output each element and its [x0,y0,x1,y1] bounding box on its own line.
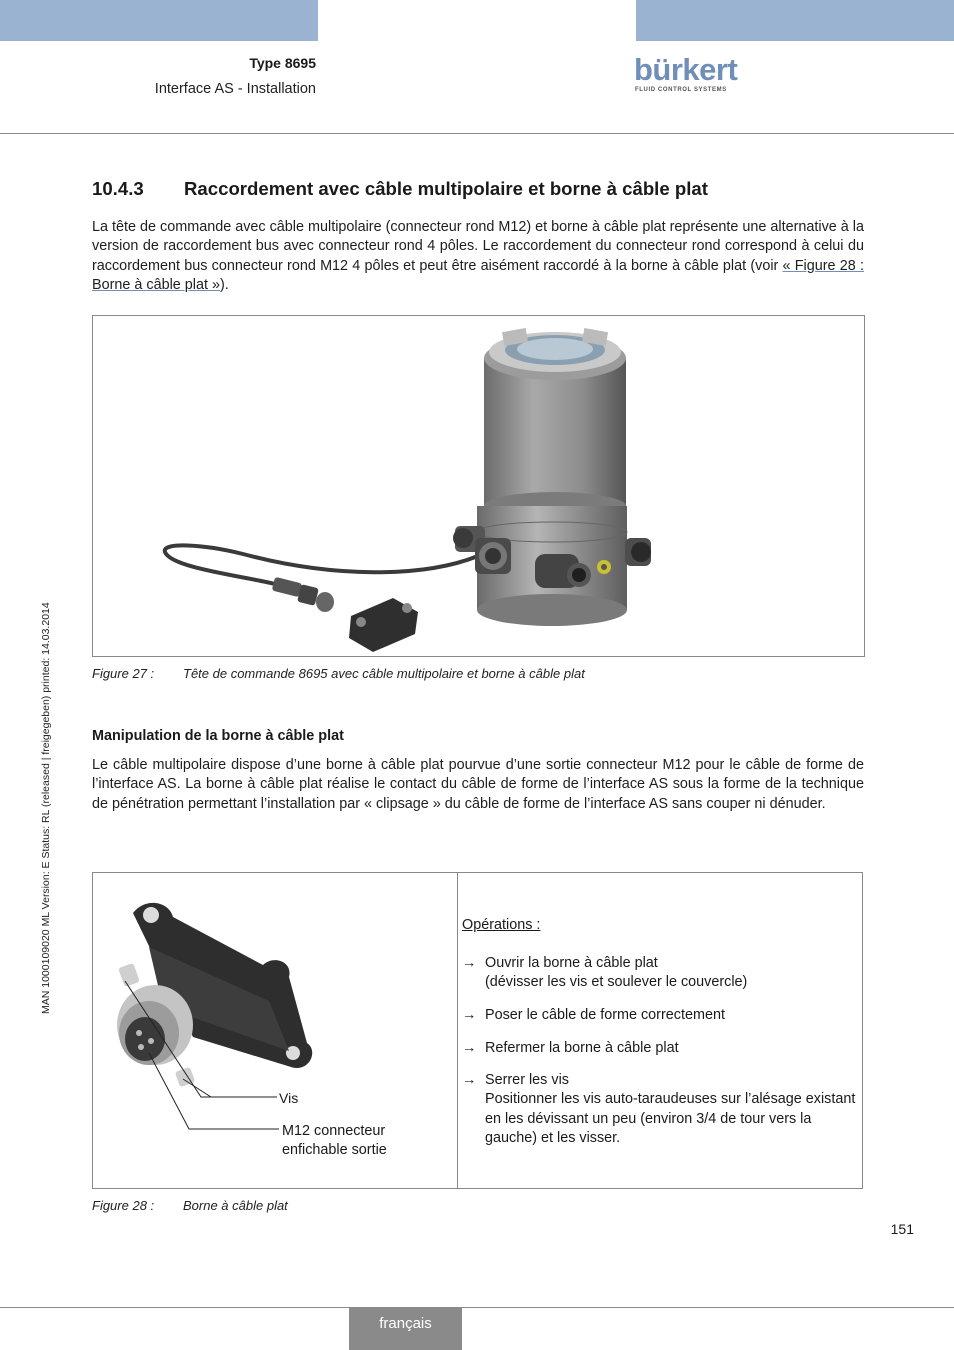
header-accent-bar-right [636,0,954,41]
figure-28-table [92,872,863,1189]
label-m12-connector: M12 connecteur enfichable sortie [282,1123,387,1158]
page-number: 151 [890,1221,914,1237]
subsection-heading: Manipulation de la borne à câble plat [92,728,344,744]
operation-step: Poser le câble de forme correctement [485,1007,725,1023]
operations-title: Opérations : [462,917,541,933]
logo-tagline: FLUID CONTROL SYSTEMS [635,87,727,93]
language-tab: français [349,1307,462,1350]
arrow-right-icon: → [462,1007,477,1023]
operation-step: Ouvrir la borne à câble plat [485,955,658,971]
figure-27-image [92,315,865,657]
figure-28-cross-reference-link[interactable]: « Figure 28 : Borne à câble plat » [92,257,865,294]
section-number: 10.4.3 [92,178,144,199]
control-head-housing-icon [453,328,651,626]
footer-divider [0,1307,954,1308]
m12-leader-line [149,1053,279,1129]
figure-28-caption [92,1198,288,1213]
header-accent-bar-left [0,0,318,41]
figure-27-label: Figure 27 : [92,666,155,681]
header-divider [0,133,954,134]
table-column-divider [457,873,458,1188]
arrow-right-icon: → [462,1040,477,1056]
subsection-paragraph: Le câble multipolaire dispose d’une borne à câble plat pourvue d’une sortie connecteur M12 pour le câble de forme de l’interface AS. La borne à câble plat réalise le contact du câble de forme de l’interface AS sous la forme de la technique de pénétration permettant l’installation par « clipsage » du câble de forme de l’interface AS sans couper ni dénuder. [92,757,864,812]
flat-cable-terminal-photo-icon [117,903,312,1087]
figure-28-caption-text: Borne à câble plat [183,1198,288,1213]
label-vis: Vis [279,1090,299,1106]
operations-panel [462,916,862,1147]
header-type-label: Type 8695 [249,55,316,71]
intro-text-before: La tête de commande avec câble multipolaire (connecteur rond M12) et borne à câble plat représente une alternative à la version de raccordement bus avec connecteur rond 4 pôles. Le raccordement du connecteur rond correspond à celui du raccordement bus connecteur rond M12 4 pôles et peut être aisément raccordé à la borne à câble plat (voir [92,219,864,274]
figure-27-caption-text: Tête de commande 8695 avec câble multipolaire et borne à câble plat [183,666,585,681]
operation-detail: Positionner les vis auto-taraudeuses sur l’alésage existant en les dévissant un peu (environ 3/4 de tour vers la gauche) et les visser. [485,1091,856,1147]
m12-plug-icon [272,577,334,612]
vis-leader-line-2 [183,1079,211,1097]
arrow-right-icon: → [462,1072,477,1088]
section-title-text: Raccordement avec câble multipolaire et borne à câble plat [184,178,708,199]
figure-28-label: Figure 28 : [92,1198,155,1213]
control-head-illustration [93,316,864,656]
logo-wordmark: bürkert [634,52,738,87]
figure-27-caption [92,666,585,681]
multipole-cable [165,545,478,584]
arrow-right-icon: → [462,955,477,971]
document-side-note: MAN 1000109020 ML Version: E Status: RL (released | freigegeben) printed: 14.03.2014 [40,602,52,1014]
header-subtitle: Interface AS - Installation [154,81,316,97]
intro-text-after: ). [220,277,229,294]
operation-step: Serrer les vis [485,1072,569,1088]
flat-cable-terminal-icon [349,598,418,652]
intro-paragraph [92,218,864,296]
section-title [92,178,708,200]
operation-detail: (dévisser les vis et soulever le couvercle) [485,974,748,991]
operation-step: Refermer la borne à câble plat [485,1040,679,1056]
burkert-logo [634,52,738,96]
